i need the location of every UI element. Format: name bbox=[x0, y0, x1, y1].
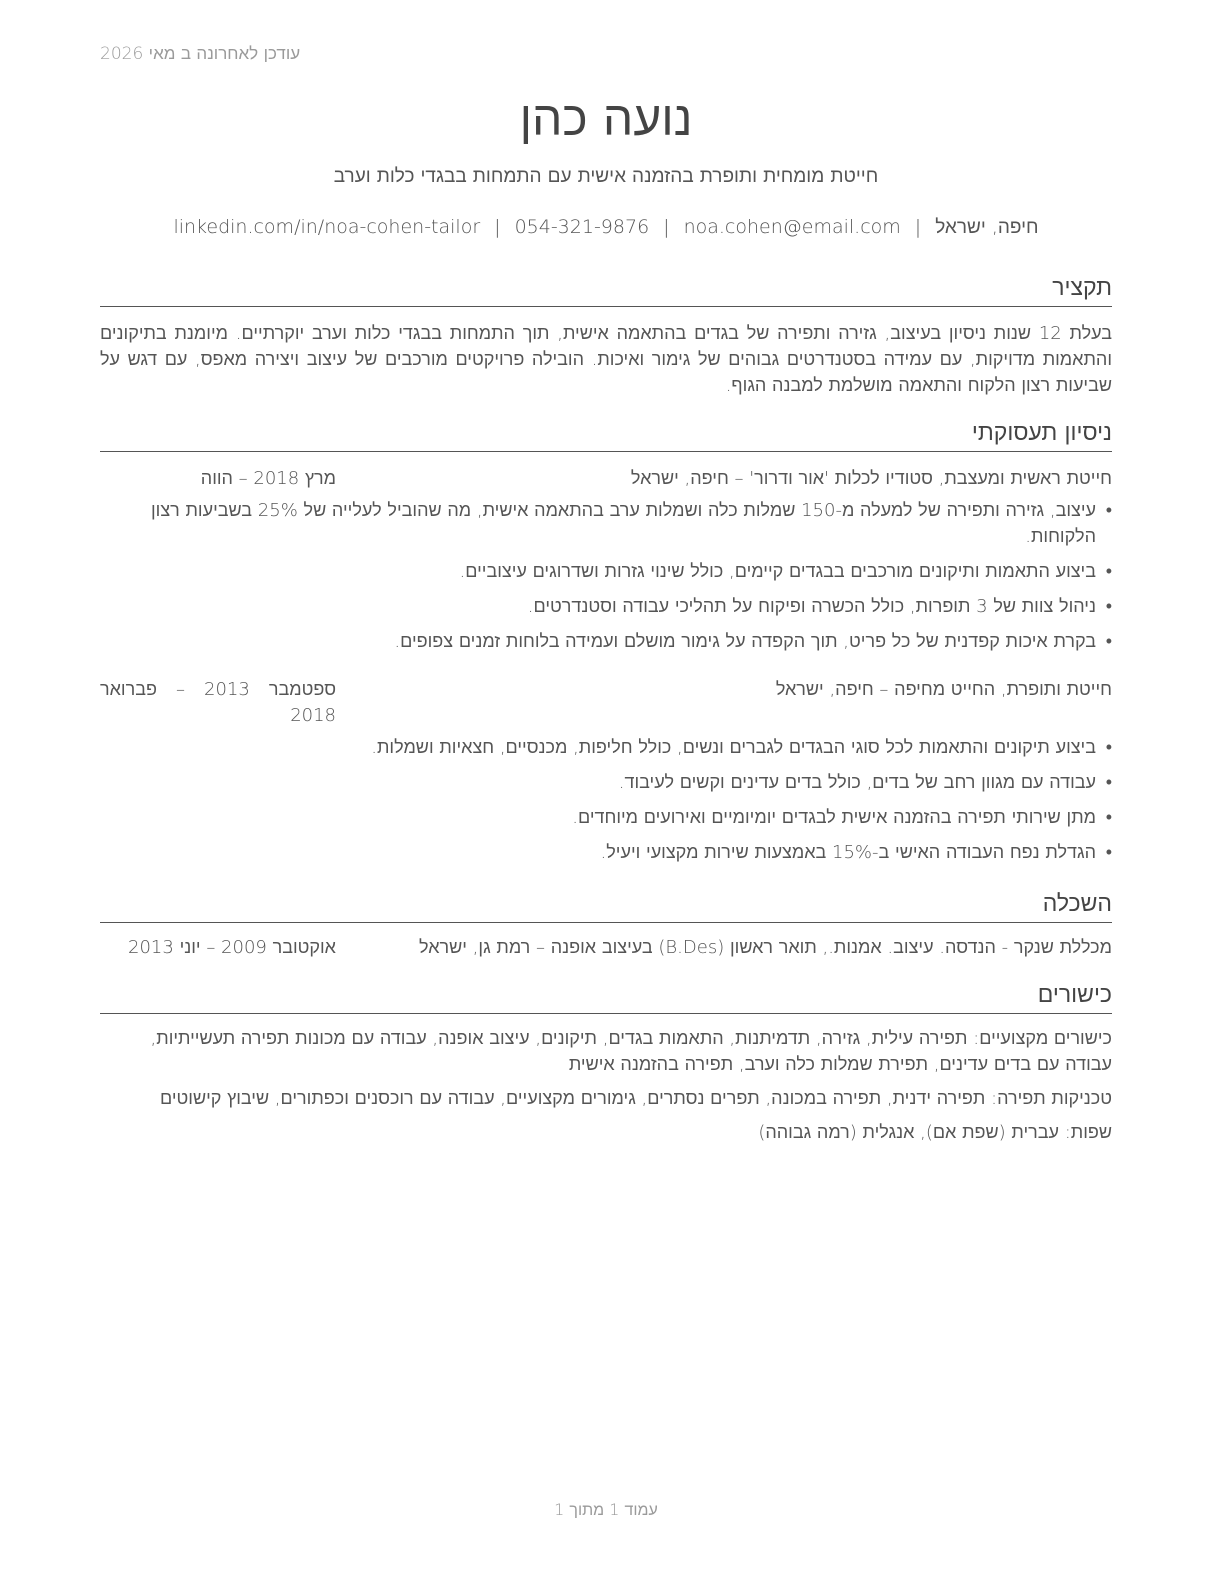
summary-text: בעלת 12 שנות ניסיון בעיצוב, גזירה ותפירה של בגדים בהתאמה אישית, תוך התמחות בבגדי כלות וערב יוקרתיים. מיומנת בתיקונים והתאמות מדויקות, עם עמידה בסטנדרטים גבוהים של גימור ואיכות. הובילה פרויקטים מורכבים של עיצוב ויצירה מאפס, עם דגש על שביעות רצון הלקוח והתאמה מושלמת למבנה הגוף. bbox=[100, 323, 1113, 396]
skill-line: טכניקות תפירה: תפירה ידנית, תפירה במכונה, תפרים נסתרים, גימורים מקצועיים, עבודה עם רוכסנים וכפתורים, שיבוץ קישוטים bbox=[160, 1088, 1112, 1109]
last-updated-note: עודכן לאחרונה ב מאי 2026 bbox=[100, 44, 301, 64]
contact-linkedin-link[interactable]: linkedin.com/in/noa-cohen-tailor bbox=[173, 216, 481, 238]
candidate-name: נועה כהן bbox=[519, 91, 693, 147]
resume-page bbox=[100, 0, 1112, 1584]
skill-line: כישורים מקצועיים: תפירה עילית, גזירה, תדמיתנות, התאמות בגדים, תיקונים, עיצוב אופנה, עבודה עם מכונות תפירה תעשייתיות, עבודה עם בדים עדינים, תפירת שמלות כלה וערב, תפירה בהזמנה אישית bbox=[150, 1028, 1112, 1075]
section-heading-summary: תקציר bbox=[100, 272, 1112, 307]
skills-section bbox=[100, 979, 1112, 1146]
job-bullets bbox=[100, 735, 1112, 866]
education-section bbox=[100, 888, 1112, 961]
contact-phone[interactable]: 054-321-9876 bbox=[514, 216, 650, 238]
resume-header bbox=[100, 88, 1112, 239]
education-dates: אוקטובר 2009 – יוני 2013 bbox=[128, 937, 336, 958]
job-dates: ספטמבר 2013 – פברואר 2018 bbox=[100, 679, 337, 726]
summary-section bbox=[100, 272, 1112, 399]
contact-separator: | bbox=[914, 216, 922, 238]
contact-line bbox=[100, 216, 1112, 239]
contact-separator: | bbox=[663, 216, 670, 238]
skills-list bbox=[100, 1026, 1112, 1146]
skill-line: שפות: עברית (שפת אם), אנגלית (רמה גבוהה) bbox=[758, 1122, 1112, 1143]
section-heading-skills: כישורים bbox=[100, 979, 1112, 1014]
job-bullet: • ביצוע התאמות ותיקונים מורכבים בבגדים קיימים, כולל שינוי גזרות ושדרוגים עיצוביים. bbox=[100, 559, 1112, 585]
job-bullet: • בקרת איכות קפדנית של כל פריט, תוך הקפדה על גימור מושלם ועמידה בלוחות זמנים צפופים. bbox=[100, 629, 1112, 655]
page-number: עמוד 1 מתוך 1 bbox=[554, 1500, 658, 1519]
job-bullet: • מתן שירותי תפירה בהזמנה אישית לבגדים יומיומיים ואירועים מיוחדים. bbox=[100, 805, 1112, 831]
contact-separator: | bbox=[494, 216, 501, 238]
job-title: חייטת ראשית ומעצבת, סטודיו לכלות 'אור ודרור' – חיפה, ישראל bbox=[630, 468, 1112, 489]
section-heading-education: השכלה bbox=[100, 888, 1112, 923]
job-header bbox=[100, 466, 1112, 492]
job-entry bbox=[100, 677, 1112, 866]
job-bullet: • ניהול צוות של 3 תופרות, כולל הכשרה ופיקוח על תהליכי עבודה וסטנדרטים. bbox=[100, 594, 1112, 620]
education-institution: מכללת שנקר - הנדסה. עיצוב. אמנות., תואר ראשון (B.Des) בעיצוב אופנה – רמת גן, ישראל bbox=[419, 937, 1112, 958]
job-bullets bbox=[100, 498, 1112, 655]
candidate-tagline: חייטת מומחית ותופרת בהזמנה אישית עם התמחות בבגדי כלות וערב bbox=[333, 165, 879, 187]
job-entry bbox=[100, 466, 1112, 655]
job-dates: מרץ 2018 – הווה bbox=[200, 468, 336, 489]
job-title: חייטת ותופרת, החייט מחיפה – חיפה, ישראל bbox=[775, 679, 1112, 700]
education-entry bbox=[100, 935, 1112, 961]
job-bullet: • ביצוע תיקונים והתאמות לכל סוגי הבגדים לגברים ונשים, כולל חליפות, מכנסיים, חצאיות ושמלות. bbox=[100, 735, 1112, 761]
contact-email[interactable]: noa.cohen@email.com bbox=[683, 216, 901, 238]
resume-body bbox=[100, 272, 1112, 1146]
contact-location: חיפה, ישראל bbox=[935, 216, 1039, 238]
section-heading-experience: ניסיון תעסוקתי bbox=[100, 417, 1112, 452]
job-bullet: • עיצוב, גזירה ותפירה של למעלה מ-150 שמלות כלה ושמלות ערב בהתאמה אישית, מה שהוביל לעלייה של 25% בשביעות רצון הלקוחות. bbox=[100, 498, 1112, 550]
job-header bbox=[100, 677, 1112, 729]
job-bullet: • הגדלת נפח העבודה האישי ב-15% באמצעות שירות מקצועי ויעיל. bbox=[100, 840, 1112, 866]
experience-section bbox=[100, 417, 1112, 866]
job-bullet: • עבודה עם מגוון רחב של בדים, כולל בדים עדינים וקשים לעיבוד. bbox=[100, 770, 1112, 796]
